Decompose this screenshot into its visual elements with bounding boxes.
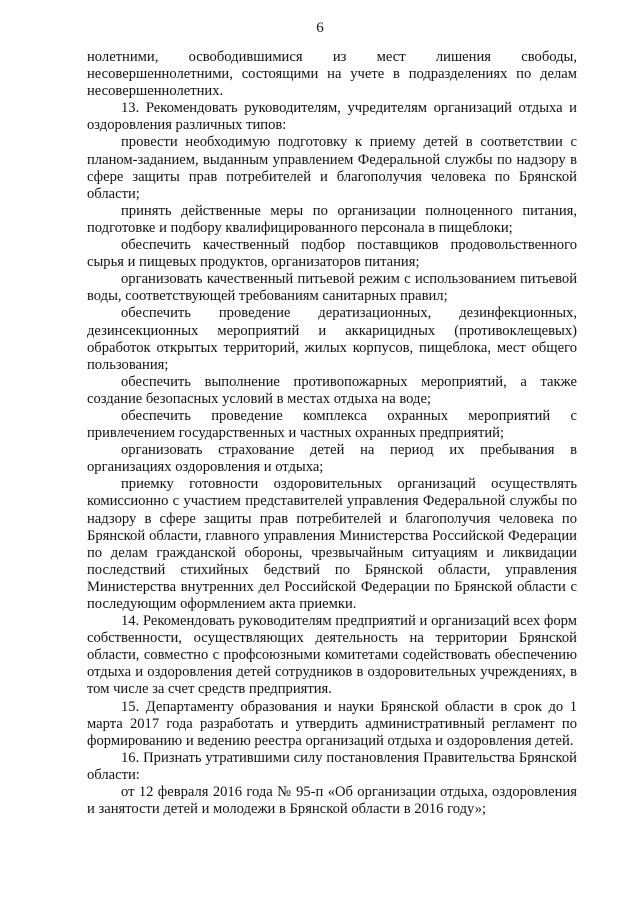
- paragraph-13-prepare: провести необходимую подготовку к приему детей в соответствии с планом-заданием, выданным управлением Федеральной службы по надзору в сфере защиты прав потребителей и благополучия человека по Брянской области;: [87, 134, 577, 202]
- paragraph-item-13: 13. Рекомендовать руководителям, учредителям организаций отдыха и оздоровления различных типов:: [87, 100, 577, 134]
- paragraph-item-15: 15. Департаменту образования и науки Брянской области в срок до 1 марта 2017 года разработать и утвердить административный регламент по формированию и ведению реестра организаций отдыха и оздоровления детей.: [87, 698, 577, 749]
- paragraph-16-resolution: от 12 февраля 2016 года № 95-п «Об организации отдыха, оздоровления и занятости детей и молодежи в Брянской области в 2016 году»;: [87, 784, 577, 818]
- page-number: 6: [316, 20, 324, 36]
- paragraph-item-16: 16. Признать утратившими силу постановления Правительства Брянской области:: [87, 749, 577, 783]
- paragraph-continuation: нолетними, освободившимися из мест лишения свободы, несовершеннолетними, состоящими на учете в подразделениях по делам несовершеннолетних.: [87, 49, 577, 100]
- paragraph-13-fire-safety: обеспечить выполнение противопожарных мероприятий, а также создание безопасных условий в местах отдыха на воде;: [87, 373, 577, 407]
- paragraph-13-drinking: организовать качественный питьевой режим с использованием питьевой воды, соответствующей требованиям санитарных правил;: [87, 271, 577, 305]
- paragraph-item-14: 14. Рекомендовать руководителям предприятий и организаций всех форм собственности, осуществляющих деятельность на территории Брянской области, совместно с профсоюзными комитетами содействовать обеспечению отдыха и оздоровления детей сотрудников в оздоровительных учреждениях, в том числе за счет средств предприятия.: [87, 613, 577, 698]
- paragraph-13-security: обеспечить проведение комплекса охранных мероприятий с привлечением государственных и частных охранных предприятий;: [87, 407, 577, 442]
- paragraph-13-acceptance: приемку готовности оздоровительных организаций осуществлять комиссионно с участием представителей управления Федеральной службы по надзору в сфере защиты прав потребителей и благополучия человека по Брянской области, главного управления Министерства Российской Федерации по делам гражданской обороны, чрезвычайным ситуациям и ликвидации последствий стихийных бедствий по Брянской области, управления Министерства внутренних дел Российской Федерации по Брянской области с последующим оформлением акта приемки.: [87, 476, 577, 612]
- paragraph-13-insurance: организовать страхование детей на период их пребывания в организациях оздоровления и отдыха;: [87, 442, 577, 476]
- document-body: [87, 49, 577, 818]
- paragraph-13-nutrition: принять действенные меры по организации полноценного питания, подготовке и подбору квалифицированного персонала в пищеблоки;: [87, 202, 577, 236]
- paragraph-13-disinfection: обеспечить проведение дератизационных, дезинфекционных, дезинсекционных мероприятий и аккарицидных (противоклещевых) обработок открытых территорий, жилых корпусов, пищеблока, мест общего пользования;: [87, 305, 577, 373]
- paragraph-13-suppliers: обеспечить качественный подбор поставщиков продовольственного сырья и пищевых продуктов, организаторов питания;: [87, 237, 577, 271]
